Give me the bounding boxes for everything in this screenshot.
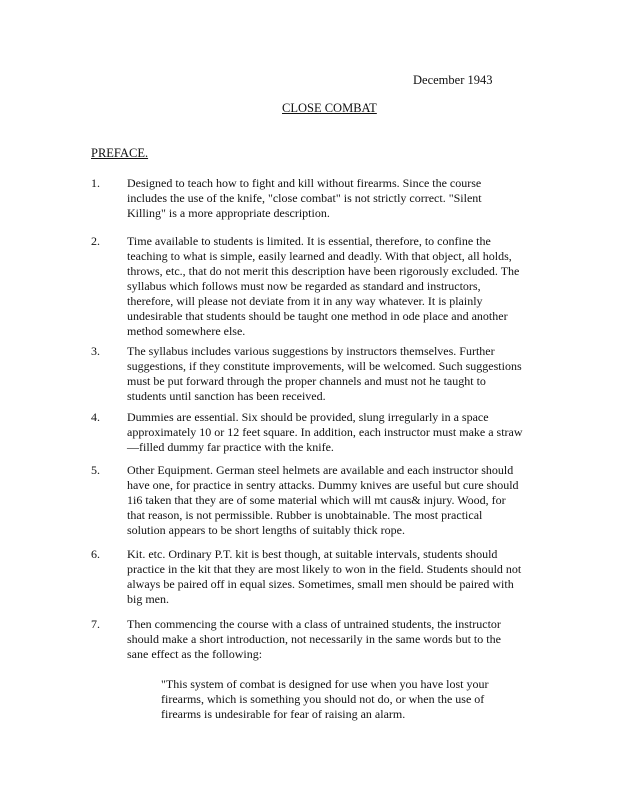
text-line: Time available to students is limited. It is essential, therefore, to confine the: [127, 234, 491, 248]
text-line: Then commencing the course with a class of untrained students, the instructor: [127, 617, 501, 631]
paragraph-text: [127, 617, 531, 662]
text-line: Killing" is a more appropriate description.: [127, 206, 330, 220]
paragraph-number: 5.: [91, 463, 100, 477]
text-line: practice in the kit that they are most likely to won in the field. Students should not: [127, 562, 522, 576]
paragraph-text: [127, 176, 531, 221]
paragraph-text: [127, 344, 531, 404]
text-line: The syllabus includes various suggestions by instructors themselves. Further: [127, 344, 495, 358]
text-line: that reason, is not permissible. Rubber is unobtainable. The most practical: [127, 508, 483, 522]
text-line: have one, for practice in sentry attacks. Dummy knives are useful but cure should: [127, 478, 519, 492]
paragraph-text: [127, 547, 531, 607]
paragraph-number: 6.: [91, 547, 100, 561]
text-line: must be put forward through the proper channels and must not he taught to: [127, 374, 486, 388]
paragraph-text: [127, 234, 531, 339]
text-line: solution appears to be short lengths of suitably thick rope.: [127, 523, 405, 537]
text-line: Kit. etc. Ordinary P.T. kit is best though, at suitable intervals, students should: [127, 547, 498, 561]
quote-line: firearms is undesirable for fear of raising an alarm.: [161, 707, 406, 721]
text-line: teaching to what is simple, easily learned and deadly. With that object, all holds,: [127, 249, 512, 263]
text-line: —filled dummy far practice with the knife.: [127, 440, 334, 454]
quote-line: firearms, which is something you should not do, or when the use of: [161, 692, 485, 706]
text-line: Designed to teach how to fight and kill without firearms. Since the course: [127, 176, 482, 190]
text-line: method somewhere else.: [127, 324, 246, 338]
block-quote: [161, 677, 521, 722]
paragraph-number: 4.: [91, 410, 100, 424]
paragraph-text: [127, 463, 531, 538]
quote-line: "This system of combat is designed for use when you have lost your: [161, 677, 489, 691]
section-heading-preface: PREFACE.: [91, 146, 149, 160]
text-line: 1i6 taken that they are of some material which will mt caus& injury. Wood, for: [127, 493, 506, 507]
text-line: students until sanction has been received.: [127, 389, 326, 403]
text-line: should make a short introduction, not necessarily in the same words but to the: [127, 632, 501, 646]
paragraph-number: 2.: [91, 234, 100, 248]
text-line: suggestions, if they constitute improvements, will be welcomed. Such suggestions: [127, 359, 522, 373]
document-date: December 1943: [413, 73, 493, 87]
paragraph-number: 7.: [91, 617, 100, 631]
text-line: approximately 10 or 12 feet square. In addition, each instructor must make a straw: [127, 425, 523, 439]
text-line: always be paired off in equal sizes. Sometimes, small men should be paired with: [127, 577, 514, 591]
text-line: therefore, will please not deviate from it in any way whatever. It is plainly: [127, 294, 483, 308]
text-line: undesirable that students should be taught one method in ode place and another: [127, 309, 508, 323]
text-line: sane effect as the following:: [127, 647, 263, 661]
document-title: CLOSE COMBAT: [282, 101, 377, 115]
text-line: Other Equipment. German steel helmets are available and each instructor should: [127, 463, 514, 477]
paragraph-text: [127, 410, 531, 455]
paragraph-number: 1.: [91, 176, 100, 190]
text-line: throws, etc., that do not merit this description have been rigorously excluded. The: [127, 264, 520, 278]
text-line: includes the use of the knife, "close combat" is not strictly correct. "Silent: [127, 191, 482, 205]
text-line: big men.: [127, 592, 169, 606]
paragraph-number: 3.: [91, 344, 100, 358]
text-line: syllabus which follows must now be regarded as standard and instructors,: [127, 279, 481, 293]
text-line: Dummies are essential. Six should be provided, slung irregularly in a space: [127, 410, 489, 424]
